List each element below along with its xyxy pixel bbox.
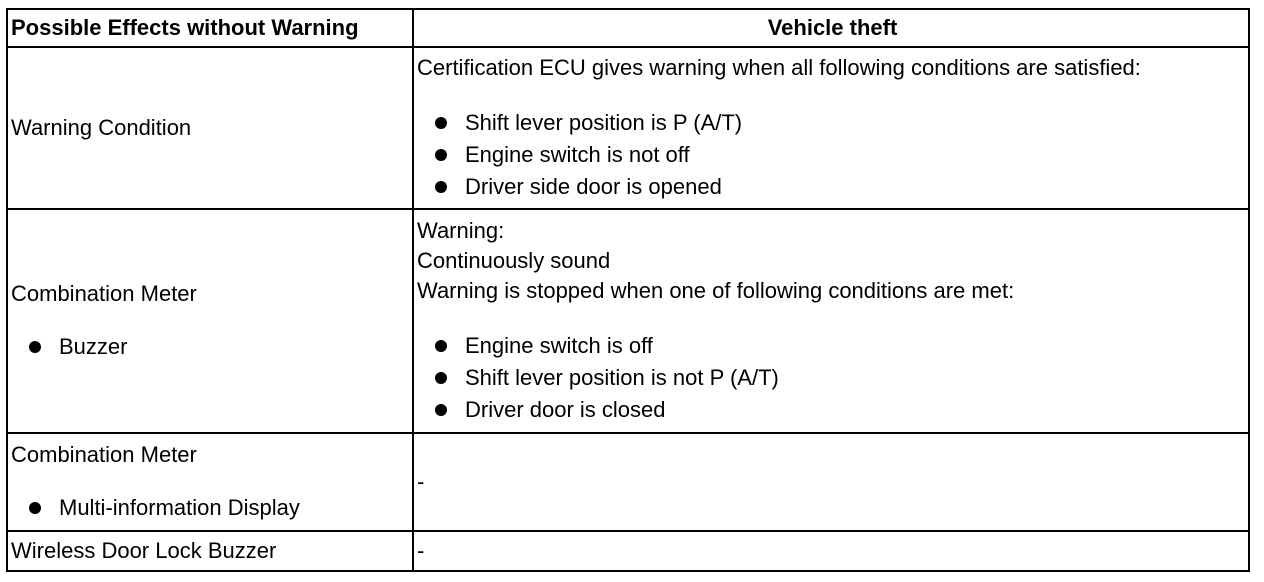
bullet-dot-icon [435,404,447,416]
bullet-dot-icon [29,502,41,514]
row-detail-cell [413,433,1249,531]
list-item [11,492,412,524]
row-label-cell [7,209,413,433]
table-row [7,209,1249,433]
row-detail-cell [413,531,1249,571]
row-label-cell [7,433,413,531]
row-label: Wireless Door Lock Buzzer [11,538,277,563]
list-item-text: Buzzer [59,334,128,359]
warning-table [6,8,1250,572]
table-header-row [7,9,1249,47]
list-item-text: Multi-information Display [59,495,300,520]
bullet-dot-icon [435,372,447,384]
bullet-dot-icon [435,117,447,129]
header-possible-effects: Possible Effects without Warning [7,9,413,47]
detail-line: - [417,469,425,494]
list-item-text: Shift lever position is P (A/T) [465,110,743,135]
table-row [7,531,1249,571]
condition-list [417,330,1248,426]
list-item-text: Driver door is closed [465,397,666,422]
detail-line: Certification ECU gives warning when all following conditions are satisfied: [417,55,1141,80]
bullet-dot-icon [435,340,447,352]
row-label: Combination Meter [11,281,197,306]
list-item [417,139,1248,171]
row-detail-cell [413,209,1249,433]
list-item [417,394,1248,426]
component-list [11,331,412,363]
row-label-cell [7,531,413,571]
list-item [417,171,1248,203]
detail-line: Warning is stopped when one of following conditions are met: [417,278,1015,303]
header-vehicle-theft: Vehicle theft [413,9,1249,47]
detail-line: Warning: [417,218,505,243]
list-item-text: Engine switch is off [465,333,653,358]
bullet-dot-icon [29,341,41,353]
detail-line: - [417,538,425,563]
row-detail-cell [413,47,1249,209]
list-item [417,107,1248,139]
component-list [11,492,412,524]
list-item-text: Shift lever position is not P (A/T) [465,365,779,390]
list-item [417,330,1248,362]
bullet-dot-icon [435,149,447,161]
detail-line: Continuously sound [417,248,611,273]
table-row [7,47,1249,209]
bullet-dot-icon [435,181,447,193]
list-item [11,331,412,363]
row-label: Warning Condition [11,115,192,140]
row-label-cell [7,47,413,209]
table-row [7,433,1249,531]
list-item-text: Driver side door is opened [465,174,722,199]
list-item-text: Engine switch is not off [465,142,690,167]
condition-list [417,107,1248,203]
list-item [417,362,1248,394]
row-label: Combination Meter [11,442,197,467]
